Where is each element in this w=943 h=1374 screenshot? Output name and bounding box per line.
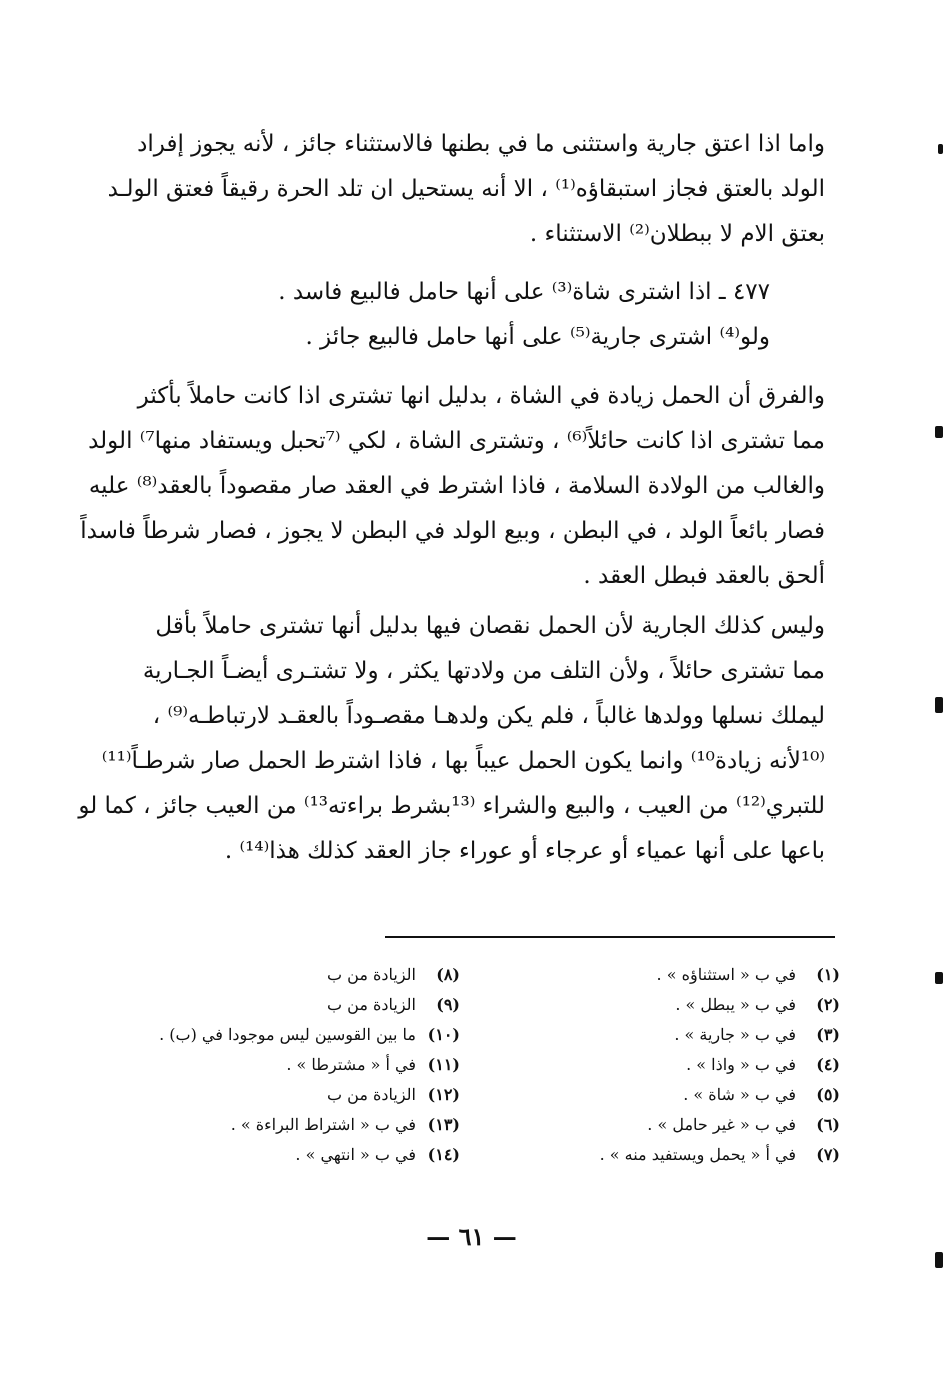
footnote-text: في أ « مشترطا » . [286, 1055, 416, 1074]
text-line: باعها على أنها عمياء أو عرجاء أو عوراء جاز العقد كذلك هذا⁽¹⁴⁾ . [224, 838, 825, 864]
footnote-text: في ب « شاة » . [683, 1085, 796, 1104]
footnote-number: (١٣) [427, 1115, 460, 1134]
footnote-text: الزيادة من ب [327, 1085, 416, 1104]
footnote-item [150, 960, 460, 990]
footnote-number: (٢) [816, 995, 840, 1014]
footnote-item [150, 1110, 460, 1140]
footnote-item [570, 1140, 840, 1170]
footnote-text: في ب « استثناؤه » . [656, 965, 796, 984]
text-line: ٤٧٧ ـ اذا اشترى شاة⁽³⁾ على أنها حامل فالبيع فاسد . [278, 279, 770, 305]
footnote-number: (٥) [816, 1085, 840, 1104]
text-line: ليملك نسلها وولدها غالباً ، فلم يكن ولدهـا مقصـوداً بالعقـد لارتباطـه⁽⁹⁾ ، [152, 703, 825, 729]
footnote-number: (١) [816, 965, 840, 984]
paragraph-3 [80, 374, 825, 599]
text-line: واما اذا اعتق جارية واستثنى ما في بطنها فالاستثناء جائز ، لأنه يجوز إفراد [137, 131, 825, 157]
footnote-item [570, 990, 840, 1020]
footnote-text: الزيادة من ب [327, 995, 416, 1014]
page-number: — ٦١ — [426, 1222, 517, 1251]
footnote-item [570, 1050, 840, 1080]
footnote-item [150, 990, 460, 1020]
footnote-item [570, 1110, 840, 1140]
text-line: مما تشترى اذا كانت حائلاً⁽⁶⁾ ، وتشترى الشاة ، لكي ⁽⁷تحبل ويستفاد منها⁷⁾ الولد [88, 428, 825, 454]
text-line: للتبري⁽¹²⁾ من العيب ، والبيع والشراء ⁽¹³بشرط براءته¹³⁾ من العيب جائز ، كما لو [78, 793, 825, 819]
footnote-number: (٦) [816, 1115, 840, 1134]
text-line: ⁽¹⁰لأنه زيادة¹⁰⁾ وانما يكون الحمل عيباً بها ، فاذا اشترط الحمل صار شرطـاً⁽¹¹⁾ [101, 748, 825, 774]
footnote-number: (١٤) [427, 1145, 460, 1164]
paragraph-1 [107, 122, 825, 257]
footnote-item [150, 1140, 460, 1170]
footnote-separator-rule [385, 936, 835, 938]
footnote-item [570, 1080, 840, 1110]
text-line: ألحق بالعقد فبطل العقد . [583, 563, 825, 589]
footnote-item [150, 1020, 460, 1050]
footnotes-column-right [570, 960, 840, 1170]
footnote-item [570, 960, 840, 990]
footnote-number: (٩) [436, 995, 460, 1014]
footnote-item [570, 1020, 840, 1050]
footnote-item [150, 1080, 460, 1110]
scan-edge-mark [938, 144, 943, 154]
scan-edge-mark [935, 697, 943, 713]
footnote-text: في ب « اشتراط البراءة » . [230, 1115, 416, 1134]
text-line: فصار بائعاً الولد ، في البطن ، وبيع الولد في البطن لا يجوز ، فصار شرطاً فاسداً [80, 518, 825, 544]
footnote-number: (١١) [427, 1055, 460, 1074]
footnote-number: (١٠) [427, 1025, 460, 1044]
scan-edge-mark [935, 972, 943, 984]
paragraph-4 [78, 604, 825, 874]
footnote-text: في ب « يبطل » . [675, 995, 796, 1014]
footnote-number: (٧) [816, 1145, 840, 1164]
footnote-number: (١٢) [427, 1085, 460, 1104]
text-line: بعتق الام لا ببطلان⁽²⁾ الاستثناء . [529, 221, 825, 247]
text-line: وليس كذلك الجارية لأن الحمل نقصان فيها بدليل أنها تشترى حاملاً بأقل [155, 613, 825, 639]
text-line: الولد بالعتق فجاز استبقاؤه⁽¹⁾ ، الا أنه يستحيل ان تلد الحرة رقيقاً فعتق الولـد [107, 176, 825, 202]
footnote-number: (٣) [816, 1025, 840, 1044]
scan-edge-mark [935, 426, 943, 438]
text-line: والغالب من الولادة السلامة ، فاذا اشترط في العقد صار مقصوداً بالعقد⁽⁸⁾ عليه [88, 473, 825, 499]
footnote-number: (٨) [436, 965, 460, 984]
footnote-text: في ب « انتهي » . [295, 1145, 416, 1164]
footnote-text: في ب « واذا » . [686, 1055, 796, 1074]
text-line: والفرق أن الحمل زيادة في الشاة ، بدليل انها تشترى اذا كانت حاملاً بأكثر [137, 383, 825, 409]
footnote-text: في ب « جارية » . [674, 1025, 796, 1044]
footnote-number: (٤) [816, 1055, 840, 1074]
text-line: مما تشترى حائلاً ، ولأن التلف من ولادتها يكثر ، ولا تشتـرى أيضـاً الجـارية [142, 658, 825, 684]
footnote-text: في أ « يحمل ويستفيد منه » . [599, 1145, 796, 1164]
footnotes-column-left [150, 960, 460, 1170]
text-line: ولو⁽⁴⁾ اشترى جارية⁽⁵⁾ على أنها حامل فالبيع جائز . [305, 324, 770, 350]
footnote-text: ما بين القوسين ليس موجودا في (ب) . [159, 1025, 416, 1044]
footnote-text: في ب « غير حامل » . [647, 1115, 796, 1134]
scan-edge-mark [935, 1252, 943, 1268]
paragraph-2-issue-477 [280, 270, 770, 360]
footnote-item [150, 1050, 460, 1080]
footnote-text: الزيادة من ب [327, 965, 416, 984]
